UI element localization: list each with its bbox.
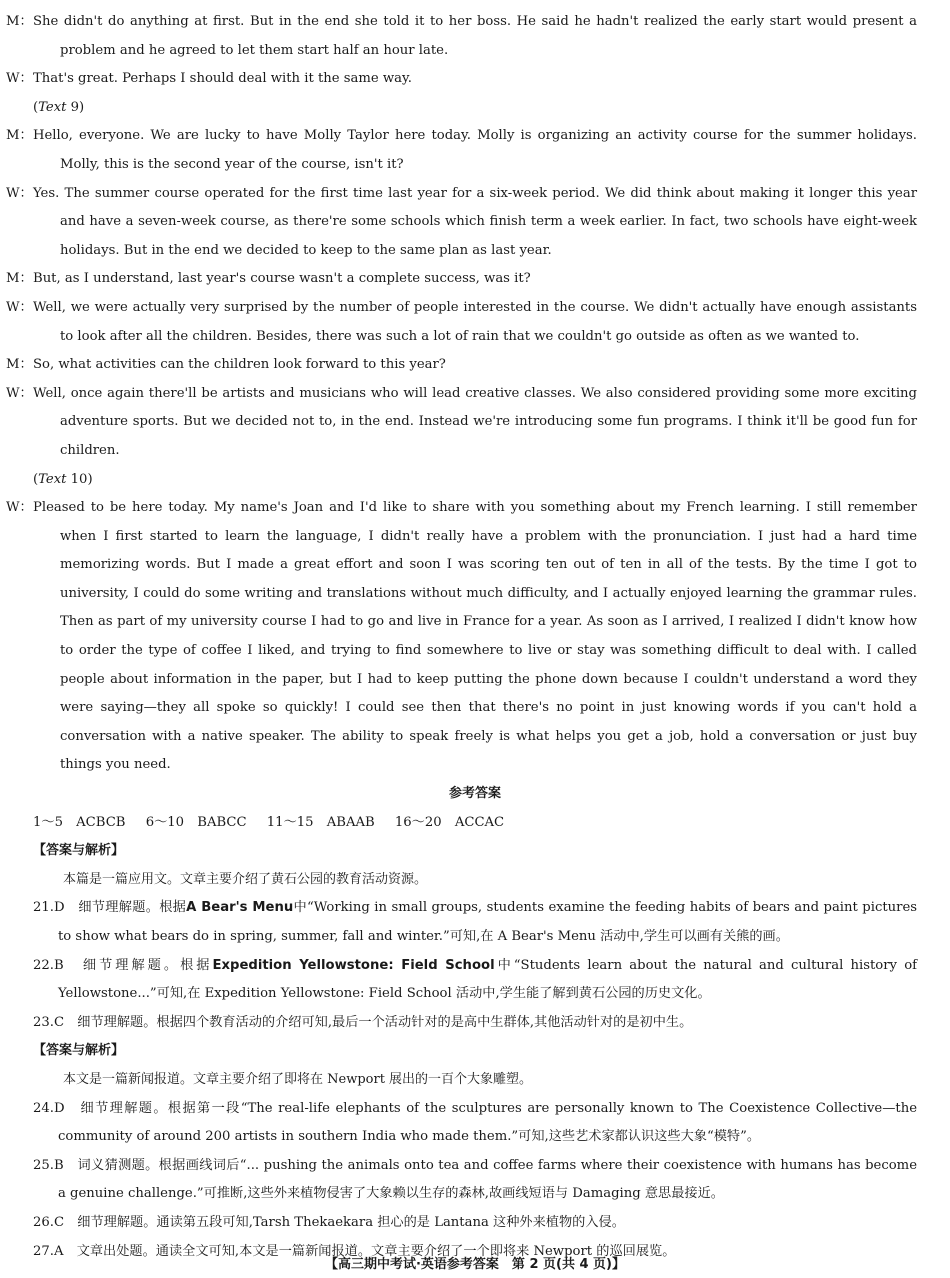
dialog-line: M：So, what activities can the children look forward to this year? (6, 357, 446, 373)
dialog-text: So, what activities can the children look forward to this year? (33, 357, 446, 373)
dialog-line: W：Well, once again there'll be artists and musicians who will lead creative classes. We also considered providing some more exciting adventure sports. But we decided not to, in the end. Instead we're introducing some fun programs. I think it'll be good fun for children. (6, 385, 917, 458)
dialog-text: Hello, everyone. We are lucky to have Molly Taylor here today. Molly is organizing an activity course for the summer holidays. Molly, this is the second year of the course, isn't it? (33, 128, 917, 172)
item-text-pre: 细节理解题。通读第五段可知,Tarsh Thekaekara 担心的是 Lantana 这种外来植物的入侵。 (77, 1214, 625, 1230)
item-bold: A Bear's Menu (186, 900, 294, 916)
text-9-label (33, 94, 917, 123)
answer-group: 6～10 BABCC (145, 814, 247, 830)
section-intro: 本文是一篇新闻报道。文章主要介绍了即将在 Newport 展出的一百个大象雕塑。 (63, 1071, 533, 1087)
answer-group: 11～15 ABAAB (266, 814, 375, 830)
section-heading: 【答案与解析】 (33, 1043, 125, 1059)
text-10-label (33, 466, 917, 495)
answer-group: 16～20 ACCAC (394, 814, 505, 830)
dialog-line: W：Pleased to be here today. My name's Joan and I'd like to share with you something about my French learning. I still remember when I first started to learn the language, I didn't really have a problem with the pronunciation. I just had a hard time memorizing words. But I made a great effort and soon I was scoring ten out of ten in all of the tests. By the time I got to university, I could do some writing and translations without much difficulty, and I actually enjoyed learning the grammar rules. Then as part of my university course I had to go and live in France for a year. As soon as I arrived, I realized I didn't know how to order the type of coffee I liked, and trying to find somewhere to live or stay was something difficult to deal with. I called people about information in the paper, but I had to keep putting the phone down because I couldn't understand a word they were saying—they all spoke so quickly! I could see then that there's no point in just knowing words if you can't hold a conversation with a native speaker. The ability to speak freely is what helps you get a job, hold a conversation or just buy things you need. (6, 500, 917, 773)
answer-key (33, 809, 917, 838)
answer-item (33, 1152, 917, 1209)
section-heading: 【答案与解析】 (33, 843, 125, 859)
text-number: 10) (66, 471, 93, 487)
dialog-line: W：Well, we were actually very surprised by the number of people interested in the course. We didn't actually have enough assistants to look after all the children. Besides, there was such a lot of rain that we couldn't go outside as often as we wanted to. (6, 299, 917, 344)
answer-item (33, 1009, 917, 1038)
answer-item (33, 952, 917, 1009)
dialog-text: Yes. The summer course operated for the first time last year for a six-week period. We did think about making it longer this year and have a seven-week course, as there're some schools which finish term a week earlier. In fact, two schools have eight-week holidays. But in the end we decided to keep to the same plan as last year. (33, 185, 917, 258)
section-intro: 本篇是一篇应用文。文章主要介绍了黄石公园的教育活动资源。 (63, 871, 428, 887)
item-number: 27.A (33, 1243, 64, 1259)
item-number: 23.C (33, 1014, 65, 1030)
item-text-post: 中“Students learn about the natural and cultural history of Yellowstone...”可知,在 Expedition Yellowstone: Field School 活动中,学生能了解到黄石公园的历史文化。 (58, 957, 918, 1002)
item-text-pre: 细节理解题。根据第一段“The real-life elephants of the sculptures are personally known to The Coexistence Collective—the community of around 200 artists in southern India who made them.”可知,这些艺术家都认识这些大象“模特”。 (58, 1100, 918, 1145)
dialog-line: M：But, as I understand, last year's course wasn't a complete success, was it? (6, 271, 531, 287)
answer-item (33, 1095, 917, 1152)
item-text-pre: 文章出处题。通读全文可知,本文是一篇新闻报道。文章主要介绍了一个即将来 Newport 的巡回展览。 (76, 1243, 676, 1259)
item-text-pre: 细节理解题。根据 (82, 957, 213, 973)
item-number: 25.B (33, 1157, 64, 1173)
item-bold: Expedition Yellowstone: Field School (212, 957, 495, 973)
item-number: 26.C (33, 1214, 65, 1230)
dialog-line: W：Yes. The summer course operated for the first time last year for a six-week period. We did think about making it longer this year and have a seven-week course, as there're some schools which finish term a week earlier. In fact, two schools have eight-week holidays. But in the end we decided to keep to the same plan as last year. (6, 185, 917, 258)
dialog-text: Pleased to be here today. My name's Joan and I'd like to share with you something about my French learning. I still remember when I first started to learn the language, I didn't really have a problem with the pronunciation. I just had a hard time memorizing words. But I made a great effort and soon I was scoring ten out of ten in all of the tests. By the time I got to university, I could do some writing and translations without much difficulty, and I actually enjoyed learning the grammar rules. Then as part of my university course I had to go and live in France for a year. As soon as I arrived, I realized I didn't know how to order the type of coffee I liked, and trying to find somewhere to live or stay was something difficult to deal with. I called people about information in the paper, but I had to keep putting the phone down because I couldn't understand a word they were saying—they all spoke so quickly! I could see then that there's no point in just knowing words if you can't hold a conversation with a native speaker. The ability to speak freely is what helps you get a job, hold a conversation or just buy things you need. (33, 500, 917, 773)
answer-item (33, 1209, 917, 1238)
dialog-line: M：She didn't do anything at first. But in the end she told it to her boss. He said he hadn't realized the early start would present a problem and he agreed to let them start half an hour late. (6, 14, 917, 58)
text-number: 9) (66, 99, 85, 115)
item-text-pre: 细节理解题。根据四个教育活动的介绍可知,最后一个活动针对的是高中生群体,其他活动针对的是初中生。 (77, 1014, 693, 1030)
item-text-pre: 词义猜测题。根据画线词后“... pushing the animals onto tea and coffee farms where their coexistence with humans has become a genuine challenge.”可推断,这些外来植物侵害了大象赖以生存的森林,故画线短语与 Damaging 意思最接近。 (58, 1157, 917, 1202)
item-number: 22.B (33, 957, 64, 973)
paren-open: ( (33, 471, 39, 487)
item-text-post: 中“Working in small groups, students examine the feeding habits of bears and paint pictures to show what bears do in spring, summer, fall and winter.”可知,在 A Bear's Menu 活动中,学生可以画有关熊的画。 (58, 900, 918, 944)
item-text-pre: 细节理解题。根据 (78, 900, 187, 916)
item-number: 21.D (33, 900, 65, 916)
paren-open: ( (33, 99, 39, 115)
dialog-text: Well, once again there'll be artists and musicians who will lead creative classes. We also considered providing some more exciting adventure sports. But we decided not to, in the end. Instead we're introducing some fun programs. I think it'll be good fun for children. (33, 385, 917, 458)
page-footer: 【高三期中考试·英语参考答案 第 2 页(共 4 页)】 (324, 1257, 626, 1272)
dialog-text: But, as I understand, last year's course wasn't a complete success, was it? (33, 271, 531, 287)
text-word: Text (38, 99, 67, 115)
dialog-line: M：Hello, everyone. We are lucky to have Molly Taylor here today. Molly is organizing an activity course for the summer holidays. Molly, this is the second year of the course, isn't it? (6, 128, 917, 172)
dialog-line: W：That's great. Perhaps I should deal with it the same way. (6, 71, 412, 87)
text-word: Text (38, 471, 67, 487)
answer-item (33, 894, 917, 951)
dialog-text: She didn't do anything at first. But in the end she told it to her boss. He said he hadn't realized the early start would present a problem and he agreed to let them start half an hour late. (33, 14, 917, 58)
answer-title: 参考答案 (448, 786, 501, 802)
dialog-text: That's great. Perhaps I should deal with it the same way. (33, 71, 412, 87)
answer-group: 1～5 ACBCB (33, 814, 126, 830)
dialog-text: Well, we were actually very surprised by the number of people interested in the course. We didn't actually have enough assistants to look after all the children. Besides, there was such a lot of rain that we couldn't go outside as often as we wanted to. (33, 299, 917, 344)
item-number: 24.D (33, 1100, 65, 1116)
